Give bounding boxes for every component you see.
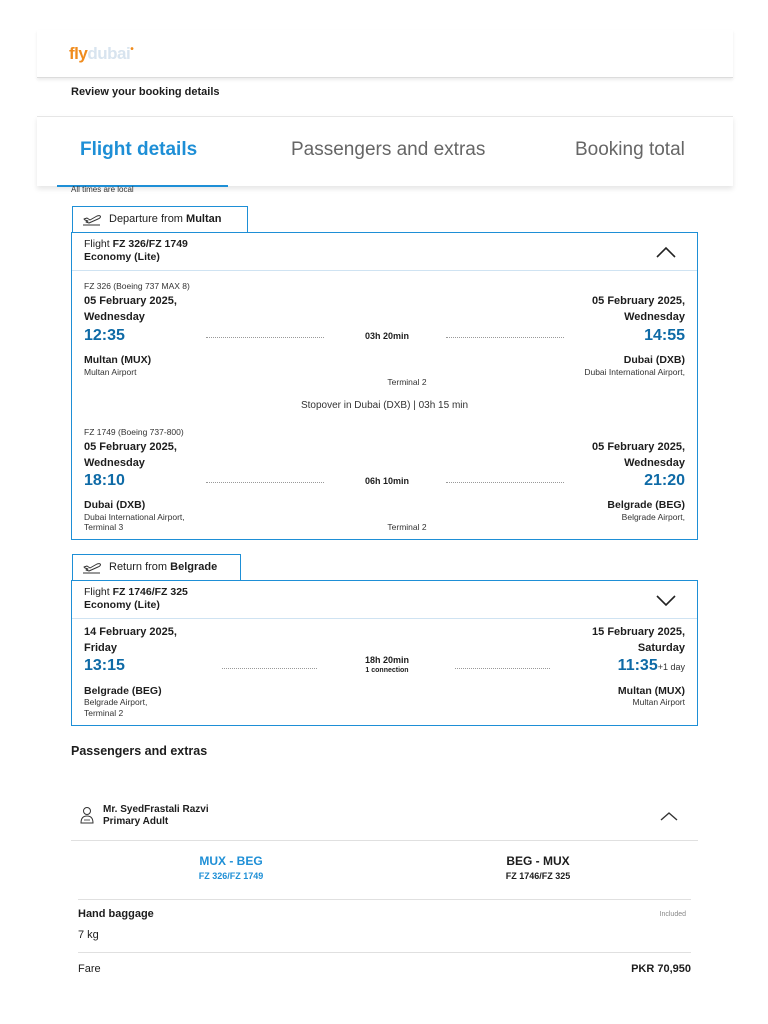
baggage-divider [78, 952, 691, 953]
seg1-dep-date: 05 February 2025, [84, 295, 177, 307]
seg1-arr-date: 05 February 2025, [592, 295, 685, 307]
departure-cabin: Economy (Lite) [84, 251, 160, 263]
logo-dubai-text: dubai [87, 44, 131, 63]
seg1-duration: 03h 20min [364, 331, 410, 341]
departure-label-prefix: Departure from [109, 213, 183, 225]
seg2-duration: 06h 10min [364, 476, 410, 486]
seg1-dotted-line-right [446, 337, 564, 338]
seg2-dep-terminal: Terminal 3 [84, 522, 124, 532]
passenger-card [71, 790, 698, 990]
logo-fly-text: fly [69, 44, 88, 63]
departure-card-header[interactable] [72, 233, 697, 271]
included-badge: Included [659, 911, 686, 918]
return-label-city: Belgrade [170, 561, 218, 573]
fare-value: PKR 70,950 [631, 963, 691, 975]
return-connections: 1 connection [365, 667, 409, 674]
passenger-name: Mr. SyedFrastali Razvi [103, 804, 209, 815]
seg2-arr-day: Wednesday [624, 457, 685, 469]
return-dep-city: Belgrade (BEG) [84, 685, 162, 697]
seg2-arr-city: Belgrade (BEG) [607, 499, 685, 511]
review-heading: Review your booking details [71, 86, 220, 98]
return-duration: 18h 20min [364, 655, 410, 665]
return-dep-airport: Belgrade Airport, [84, 697, 148, 707]
chevron-down-icon[interactable] [655, 593, 677, 607]
departure-flight-info [84, 238, 188, 264]
seg2-mid-terminal: Terminal 2 [387, 522, 427, 532]
flydubai-logo[interactable] [69, 44, 133, 64]
seg1-aircraft: FZ 326 (Boeing 737 MAX 8) [84, 281, 190, 291]
hand-baggage-label: Hand baggage [78, 908, 154, 920]
route-divider [78, 899, 691, 900]
return-label [72, 554, 241, 581]
seg2-arr-airport: Belgrade Airport, [621, 512, 685, 522]
return-arr-day: Saturday [637, 642, 685, 654]
all-times-note: All times are local [71, 185, 134, 194]
seg1-dep-city: Multan (MUX) [84, 354, 152, 366]
seg2-dep-time: 18:10 [84, 472, 125, 489]
return-dotted-line-right [455, 668, 550, 669]
return-arr-airport: Multan Airport [632, 697, 685, 707]
seg1-dep-day: Wednesday [84, 311, 145, 323]
seg2-dep-day: Wednesday [84, 457, 145, 469]
seg2-dotted-line-left [206, 482, 324, 483]
chevron-up-icon[interactable] [659, 810, 679, 822]
return-flight-info [84, 586, 188, 612]
return-label-prefix: Return from [109, 561, 168, 573]
passengers-extras-heading: Passengers and extras [71, 744, 208, 758]
seg2-dep-date: 05 February 2025, [84, 441, 177, 453]
plane-takeoff-icon [82, 561, 102, 575]
logo-dot: • [130, 44, 134, 55]
step-tabs [37, 116, 733, 186]
seg2-arr-time: 21:20 [644, 472, 685, 489]
route-out-tab[interactable]: MUX - BEG [199, 854, 263, 868]
seg2-dotted-line-right [446, 482, 564, 483]
departure-label [72, 206, 248, 233]
return-arr-city: Multan (MUX) [617, 685, 685, 697]
return-arr-time: 11:35 [617, 657, 658, 674]
return-card-header[interactable] [72, 581, 697, 619]
seg1-arr-city: Dubai (DXB) [623, 354, 685, 366]
plane-takeoff-icon [82, 213, 102, 227]
fare-label: Fare [78, 963, 101, 975]
seg1-arr-terminal: Terminal 2 [387, 377, 427, 387]
seg2-dep-airport: Dubai International Airport, [84, 512, 185, 522]
tab-passengers-extras[interactable]: Passengers and extras [291, 139, 486, 160]
seg1-arr-time: 14:55 [644, 327, 685, 344]
stopover-info: Stopover in Dubai (DXB) | 03h 15 min [300, 400, 469, 411]
seg2-aircraft: FZ 1749 (Boeing 737-800) [84, 427, 184, 437]
seg1-dotted-line-left [206, 337, 324, 338]
return-arr-time-group [618, 657, 685, 675]
return-arr-date: 15 February 2025, [592, 626, 685, 638]
return-dep-terminal: Terminal 2 [84, 708, 124, 718]
seg1-arr-day: Wednesday [624, 311, 685, 323]
hand-baggage-value: 7 kg [78, 929, 99, 941]
flight-prefix: Flight [84, 238, 110, 250]
passenger-divider [71, 840, 698, 841]
seg1-arr-airport: Dubai International Airport, [584, 367, 685, 377]
passenger-name-block [103, 804, 209, 828]
route-back-tab[interactable]: BEG - MUX [506, 854, 570, 868]
departure-card [71, 232, 698, 540]
return-dep-time: 13:15 [84, 657, 125, 674]
route-back-flights: FZ 1746/FZ 325 [505, 871, 571, 881]
return-dep-date: 14 February 2025, [84, 626, 177, 638]
flight-prefix: Flight [84, 586, 110, 598]
return-card [71, 580, 698, 726]
tab-booking-total[interactable]: Booking total [575, 139, 685, 160]
seg2-dep-city: Dubai (DXB) [84, 499, 146, 511]
plus-day-badge: +1 day [657, 662, 685, 672]
departure-label-city: Multan [186, 213, 222, 225]
seg2-arr-date: 05 February 2025, [592, 441, 685, 453]
return-dep-day: Friday [84, 642, 118, 654]
return-dotted-line-left [222, 668, 317, 669]
return-flight-numbers: FZ 1746/FZ 325 [112, 586, 188, 598]
passenger-icon [80, 806, 94, 824]
departure-flight-numbers: FZ 326/FZ 1749 [112, 238, 188, 250]
seg1-dep-time: 12:35 [84, 327, 125, 344]
passenger-type: Primary Adult [103, 816, 169, 827]
return-cabin: Economy (Lite) [84, 599, 160, 611]
app-header [37, 30, 733, 78]
seg1-dep-airport: Multan Airport [84, 367, 137, 377]
route-out-flights: FZ 326/FZ 1749 [198, 871, 264, 881]
tab-flight-details[interactable]: Flight details [80, 139, 198, 160]
chevron-up-icon[interactable] [655, 245, 677, 259]
